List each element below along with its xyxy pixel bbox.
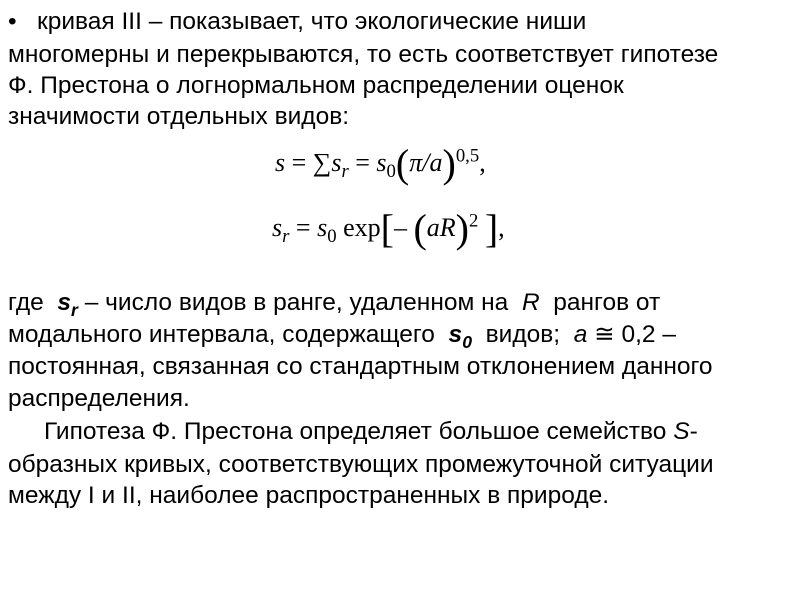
formula2-lparen: ( <box>413 206 427 251</box>
formula1-s0-sub: 0 <box>386 161 396 183</box>
formula2-exp: exp <box>343 213 381 242</box>
explanation-approx: ≅ <box>594 321 615 348</box>
explanation-line2-a: модального интервала, содержащего <box>8 321 435 348</box>
formula2-s0: s <box>317 213 328 242</box>
formula2-comma: , <box>498 213 505 242</box>
formula2-eq: = <box>295 213 311 242</box>
hypothesis-line-2: образных кривых, соответствующих промежуточной ситуации <box>8 451 714 478</box>
bullet-text-1: кривая III – показывает, что экологические ниши <box>37 8 587 35</box>
formula1-frac: π/a <box>409 148 443 177</box>
formula-total-species <box>275 140 486 187</box>
bullet-line-4: значимости отдельных видов: <box>8 103 350 130</box>
hypothesis-S: S <box>673 418 690 445</box>
formula1-rparen: ) <box>442 141 456 186</box>
formula2-minus: – <box>393 213 407 242</box>
hypothesis-line1-a: Гипотеза Ф. Престона определяет большое семейство <box>44 418 667 445</box>
formula-rank-species <box>272 205 505 252</box>
explanation-text1: – число видов в ранге, удаленном на <box>84 289 509 316</box>
formula1-sr: s <box>331 148 342 177</box>
formula2-lbracket: [ <box>380 206 394 251</box>
explanation-line2-b: видов; <box>485 321 561 348</box>
explanation-line-3: постоянная, связанная со стандартным отклонением данного <box>8 353 713 380</box>
hypothesis-line-1 <box>8 417 792 447</box>
explanation-where: где <box>8 289 44 316</box>
explanation-a: a <box>573 321 588 348</box>
formula2-sr: s <box>272 213 283 242</box>
formula2-exponent: 2 <box>468 210 479 232</box>
explanation-text2: рангов от <box>553 289 661 316</box>
formula1-lparen: ( <box>395 141 410 186</box>
formula2-aR: aR <box>426 213 456 242</box>
formula1-comma: , <box>479 148 486 177</box>
formula1-s: s <box>275 148 286 177</box>
explanation-s0: s <box>448 321 463 348</box>
explanation-R: R <box>521 289 540 316</box>
hypothesis-line-3: между I и II, наиболее распространенных в природе. <box>8 482 610 509</box>
explanation-line-4: распределения. <box>8 385 190 412</box>
formula1-eq1: = <box>291 148 307 177</box>
explanation-s0-sub: 0 <box>462 331 472 352</box>
formula1-sum: ∑ <box>312 148 332 177</box>
formula1-s0: s <box>376 148 387 177</box>
formula2-rparen: ) <box>455 206 469 251</box>
bullet-line-2: многомерны и перекрываются, то есть соответствует гипотезе <box>8 41 719 68</box>
formula1-eq2: = <box>355 148 370 177</box>
formula2-rbracket: ] <box>484 206 499 251</box>
bullet-line-3: Ф. Престона о логнормальном распределении оценок <box>8 72 624 99</box>
explanation-line2-c: 0,2 – <box>621 321 676 348</box>
formula1-sr-sub: r <box>341 161 349 183</box>
hypothesis-dash: - <box>689 418 698 445</box>
formula2-s0-sub: 0 <box>327 226 337 248</box>
formula2-sr-sub: r <box>282 226 290 248</box>
explanation-sr: s <box>57 289 72 316</box>
formula1-exponent: 0,5 <box>455 145 480 167</box>
bullet-marker: • <box>8 8 17 35</box>
bullet-line-1 <box>8 7 792 37</box>
explanation-sr-sub: r <box>71 299 78 320</box>
